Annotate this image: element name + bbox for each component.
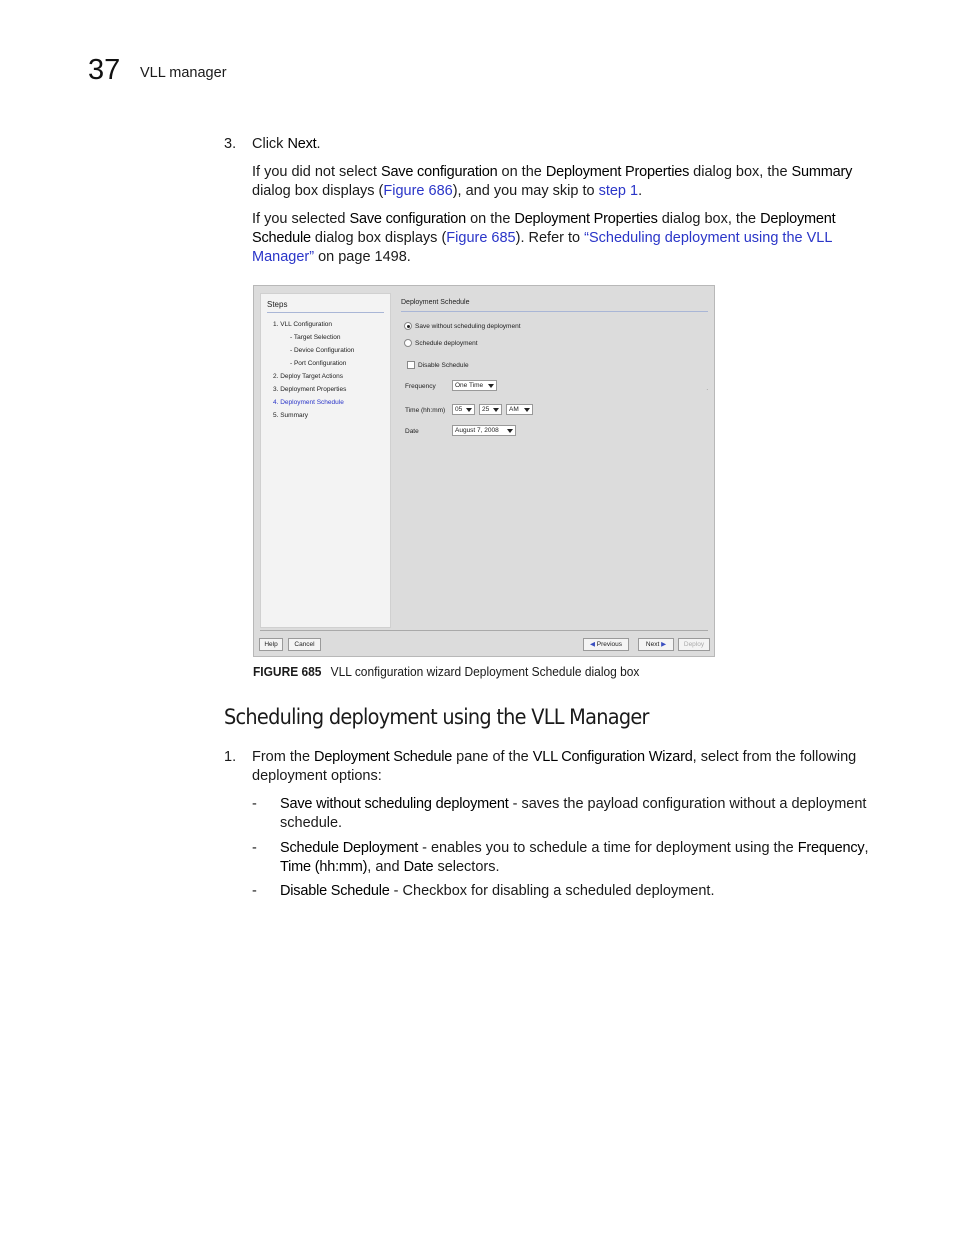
ui-term: Save without scheduling deployment (280, 796, 509, 812)
cancel-button[interactable]: Cancel (288, 638, 321, 651)
figure-685-link[interactable]: Figure 685 (446, 230, 516, 246)
chevron-down-icon (507, 429, 513, 433)
step-target-selection[interactable]: - Target Selection (290, 334, 341, 341)
text: . (316, 136, 321, 152)
button-label: Previous (596, 641, 623, 648)
text: If you selected (252, 211, 350, 227)
text: - saves the payload configuration without a deployment schedule. (280, 796, 867, 831)
section-heading: Scheduling deployment using the VLL Manager (224, 705, 649, 729)
ui-term: Date (403, 859, 434, 875)
divider (260, 630, 708, 631)
text: If you did not select (252, 164, 381, 180)
ui-term: Deployment Properties (545, 164, 690, 180)
text: pane of the (452, 749, 533, 765)
text: - enables you to schedule a time for deployment using the (418, 840, 798, 856)
schedule-deployment-radio[interactable] (404, 339, 478, 347)
step-deployment-properties[interactable]: 3. Deployment Properties (273, 386, 347, 393)
text: on the (466, 211, 515, 227)
checkbox-icon[interactable] (407, 361, 415, 369)
bullet-dash: - (252, 796, 257, 812)
text: dialog box, the (657, 211, 761, 227)
chevron-down-icon (488, 384, 494, 388)
step-vll-configuration[interactable]: 1. VLL Configuration (273, 321, 333, 328)
bullet-disable-schedule (280, 882, 870, 901)
checkbox-label: Disable Schedule (418, 361, 469, 369)
ui-term: Disable Schedule (280, 883, 390, 899)
ui-term: Schedule Deployment (280, 840, 419, 856)
hour-select[interactable] (452, 404, 475, 415)
text: dialog box displays ( (310, 230, 447, 246)
step-deploy-target-actions[interactable]: 2. Deploy Target Actions (273, 373, 343, 380)
chapter-title: VLL manager (140, 65, 227, 81)
bullet-save-without-scheduling (280, 795, 870, 833)
hour-value: 05 (455, 406, 463, 413)
ui-term: Deployment Properties (514, 211, 658, 227)
text: dialog box, the (689, 164, 792, 180)
ui-term: Next (287, 136, 317, 152)
text: selectors. (433, 859, 500, 875)
chapter-number: 37 (88, 54, 121, 86)
step-1-paragraph (252, 748, 872, 786)
text: , and (367, 859, 404, 875)
paragraph-no-save (252, 163, 872, 201)
ui-term: Save configuration (349, 211, 467, 227)
previous-button[interactable] (583, 638, 629, 651)
time-label: Time (hh:mm) (405, 407, 446, 414)
decorative-dot: . (706, 386, 708, 392)
ui-term: Save configuration (380, 164, 498, 180)
date-label: Date (405, 428, 419, 435)
bullet-dash: - (252, 883, 257, 899)
chevron-down-icon (524, 408, 530, 412)
text: From the (252, 749, 315, 765)
frequency-label: Frequency (405, 383, 436, 390)
disable-schedule-checkbox[interactable] (407, 361, 469, 369)
step-deployment-schedule[interactable]: 4. Deployment Schedule (273, 399, 344, 406)
next-button[interactable] (638, 638, 674, 651)
chevron-down-icon (466, 408, 472, 412)
radio-selected-icon[interactable] (404, 322, 412, 330)
radio-label: Save without scheduling deployment (415, 322, 521, 330)
step-summary[interactable]: 5. Summary (273, 412, 309, 419)
chevron-down-icon (493, 408, 499, 412)
ui-term: Frequency (797, 840, 865, 856)
paragraph-save (252, 210, 872, 267)
step-port-configuration[interactable]: - Port Configuration (290, 360, 347, 367)
arrow-left-icon: ◀ (589, 641, 595, 648)
step-number: 1. (224, 749, 237, 765)
divider (267, 312, 384, 313)
step-instruction (252, 135, 872, 154)
text: Click (252, 136, 288, 152)
minute-value: 25 (482, 406, 490, 413)
help-button[interactable]: Help (259, 638, 283, 651)
step-number: 3. (224, 136, 237, 152)
figure-label: FIGURE 685 (253, 664, 322, 679)
figure-caption (253, 664, 639, 679)
text: dialog box displays ( (252, 183, 384, 199)
ui-term: Time (hh:mm) (280, 859, 368, 875)
date-select[interactable] (452, 425, 516, 436)
pane-title: Deployment Schedule (401, 299, 470, 306)
ui-term: Deployment Schedule (314, 749, 453, 765)
divider (401, 311, 708, 312)
text: on page 1498. (314, 249, 411, 265)
ampm-select[interactable] (506, 404, 533, 415)
step-device-configuration[interactable]: - Device Configuration (290, 347, 355, 354)
text: ). Refer to (515, 230, 585, 246)
bullet-dash: - (252, 840, 257, 856)
arrow-right-icon: ▶ (661, 641, 667, 648)
section-link[interactable]: “Scheduling deployment using the VLL Manager” (252, 230, 832, 265)
text: ), and you may skip to (452, 183, 599, 199)
figure-caption-text: VLL configuration wizard Deployment Schedule dialog box (330, 664, 640, 679)
text: , (864, 840, 869, 856)
ui-term: Deployment Schedule (252, 211, 836, 246)
text: - Checkbox for disabling a scheduled deployment. (389, 883, 715, 899)
save-without-scheduling-radio[interactable] (404, 322, 521, 330)
frequency-value: One Time (455, 382, 484, 389)
button-label: Next (645, 641, 660, 648)
schedule-pane (394, 293, 712, 628)
text: on the (497, 164, 546, 180)
ampm-value: AM (509, 406, 519, 413)
figure-686-link[interactable]: Figure 686 (383, 183, 453, 199)
radio-label: Schedule deployment (415, 339, 478, 347)
radio-icon[interactable] (404, 339, 412, 347)
date-value: August 7, 2008 (455, 427, 499, 434)
deployment-schedule-dialog (253, 285, 715, 657)
minute-select[interactable] (479, 404, 502, 415)
steps-title: Steps (267, 300, 288, 309)
ui-term: VLL Configuration Wizard (532, 749, 693, 765)
step-1-link[interactable]: step 1 (598, 183, 639, 199)
text: , select from the following deployment options: (252, 749, 857, 784)
ui-term: Summary (791, 164, 853, 180)
bullet-schedule-deployment (280, 839, 870, 877)
steps-pane (260, 293, 391, 628)
text: . (638, 183, 643, 199)
frequency-select[interactable] (452, 380, 497, 391)
deploy-button[interactable]: Deploy (678, 638, 710, 651)
